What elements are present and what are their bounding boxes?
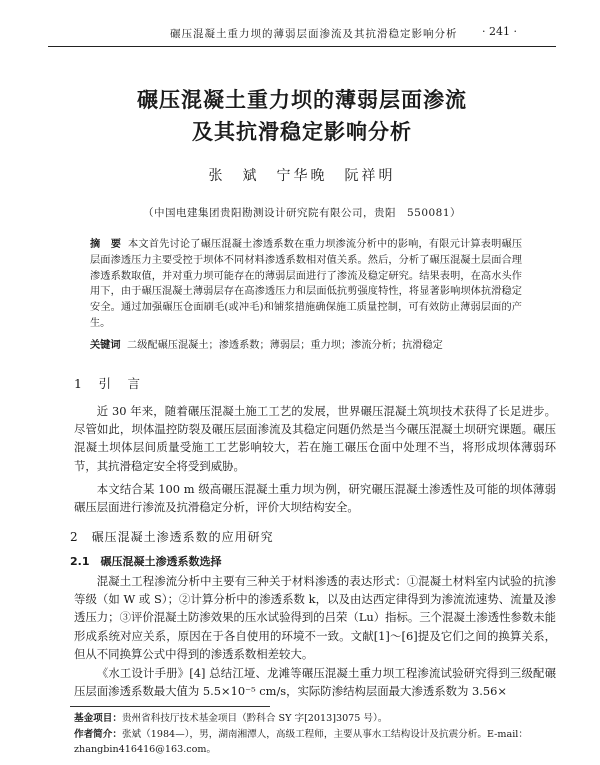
section-1-paragraph-2: 本文结合某 100 m 级高碾压混凝土重力坝为例，研究碾压混凝土渗透性及可能的坝体薄弱碾压层面进行渗流及抗滑稳定分析，评价大坝结构安全。: [74, 482, 556, 515]
abstract: [90, 237, 522, 332]
footnote-fund: [74, 711, 556, 726]
author-email: zhangbin416416@163.com。: [74, 744, 217, 755]
section-1-heading: 1 引 言: [74, 376, 142, 391]
fund-text: 贵州省科技厅技术基金项目（黔科合 SY 字[2013]3075 号）。: [121, 713, 388, 724]
authors: 张 斌 宁华晚 阮祥明: [208, 168, 396, 184]
keywords-text: 二级配碾压混凝土；渗透系数；薄弱层；重力坝；渗流分析；抗滑稳定: [127, 340, 443, 351]
running-head: [0, 22, 600, 44]
paper-title-line1: 碾压混凝土重力坝的薄弱层面渗流: [137, 88, 467, 112]
section-1-paragraph-1: 近 30 年来，随着碾压混凝土施工工艺的发展，世界碾压混凝土筑坝技术获得了长足进步。尽管如此，坝体温控防裂及碾压层面渗流及其稳定问题仍然是当今碾压混凝土坝研究课题。碾压混凝土坝体层间质量受施工工艺影响较大，若在施工碾压仓面中处理不当，将形成坝体薄弱环节，其抗滑稳定安全将受到威胁。: [74, 404, 556, 473]
fund-label: 基金项目：: [74, 713, 122, 724]
section-2-heading: 2 碾压混凝土渗透系数的应用研究: [70, 530, 274, 544]
footnote-rule: [70, 706, 270, 707]
section-2-1-heading: 2.1 碾压混凝土渗透系数选择: [70, 555, 222, 568]
author-text: 张斌（1984—），男，湖南湘潭人，高级工程师，主要从事水工结构设计及抗震分析。E-mail：: [121, 729, 528, 740]
paper-title-line2: 及其抗滑稳定影响分析: [192, 120, 412, 144]
header-rule: [48, 46, 556, 47]
keywords: [90, 336, 522, 351]
section-2-paragraph-1: 混凝土工程渗流分析中主要有三种关于材料渗透的表达形式：①混凝土材料室内试验的抗渗等级（如 W 或 S）；②计算分析中的渗透系数 k，以及由达西定律得到为渗流流速势、流量及渗透压力；③评价混凝土防渗效果的压水试验得到的吕荣（Lu）指标。三个混凝土渗透性参数未能形成系统对应关系，原因在于各自使用的环境不一致。文献[1]～[6]提及它们之间的换算关系，但从不同换算公式中得到的渗透系数相差较大。: [74, 574, 556, 661]
section-2-paragraph-2: 《水工设计手册》[4] 总结江垭、龙滩等碾压混凝土重力坝工程渗流试验研究得到三级配碾压层面渗透系数最大值为 5.5×10⁻⁵ cm/s，实际防渗结构层面最大渗透系数为 3.56×: [74, 666, 556, 699]
affiliation: （中国电建集团贵阳勘测设计研究院有限公司，贵阳 550081）: [142, 207, 462, 219]
page-number: · 241 ·: [482, 25, 517, 38]
keywords-label: 关键词: [90, 340, 121, 351]
abstract-label: 摘 要: [90, 239, 122, 250]
author-label: 作者简介：: [74, 729, 122, 740]
running-head-title: 碾压混凝土重力坝的薄弱层面渗流及其抗滑稳定影响分析: [170, 28, 458, 40]
footnote-author: [74, 727, 556, 757]
abstract-text: 本文首先讨论了碾压混凝土渗透系数在重力坝渗流分析中的影响，有限元计算表明碾压层面渗透压力主要受控于坝体不同材料渗透系数相对值关系。然后，分析了碾压混凝土层面合理渗透系数取值，并对重力坝可能存在的薄弱层面进行了渗流及稳定研究。结果表明，在高水头作用下，由于碾压混凝土薄弱层存在高渗透压力和层面低抗剪强度特性，将显著影响坝体抗滑稳定安全。通过加强碾压仓面刷毛(或冲毛)和铺浆措施确保施工质量控制，可有效防止薄弱层面的产生。: [90, 239, 523, 329]
